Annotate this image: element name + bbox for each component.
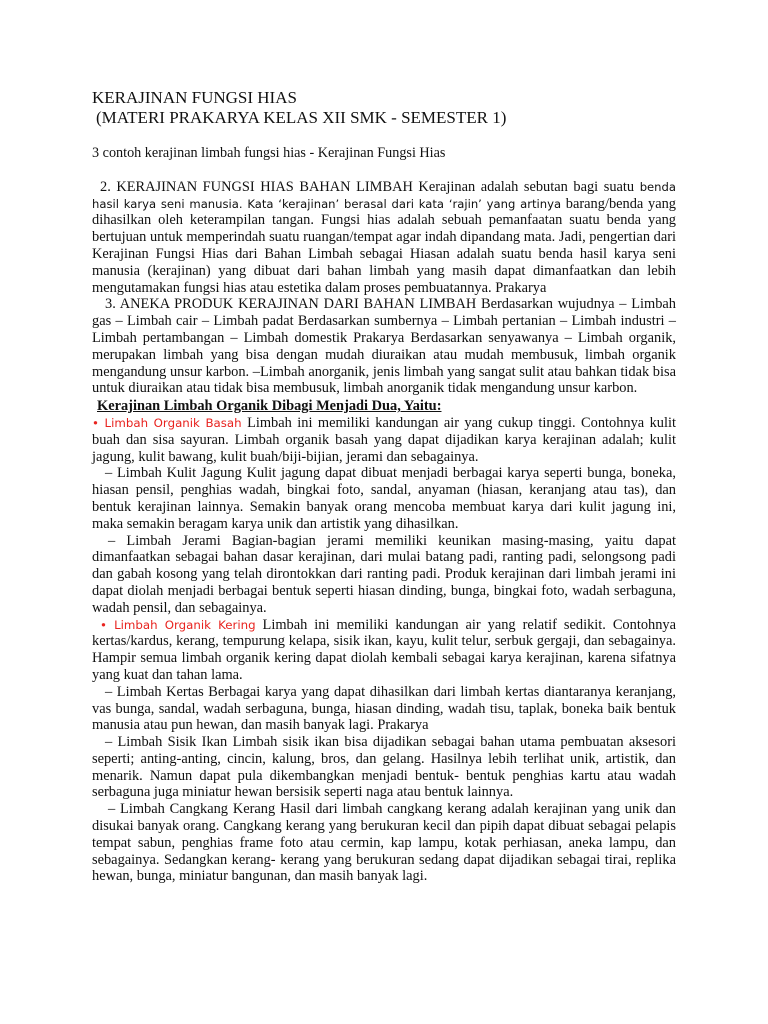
title-line-1: KERAJINAN FUNGSI HIAS (92, 88, 297, 107)
section-2-paragraph (92, 179, 676, 297)
paper-waste-paragraph: – Limbah Kertas Berbagai karya yang dapat dihasilkan dari limbah kertas diantaranya keranjang, vas bunga, sandal, wadah serbaguna, bunga, hiasan dinding, wadah tisu, taplak, boneka baik bentuk manusia atau pun hewan, dan masih banyak lagi. Prakarya (92, 683, 676, 734)
wet-organic-paragraph (92, 415, 676, 465)
dry-organic-label: • Limbah Organik Kering (100, 617, 256, 632)
document-page (92, 88, 676, 885)
dry-organic-text: Limbah ini memiliki kandungan air yang relatif sedikit. Contohnya kertas/kardus, kerang, tempurung kelapa, sisik ikan, kayu, kulit telur, serbuk gergaji, dan sebagainya. Hampir semua limbah organik kering dapat diolah kembali sebagai karya kerajinan, karena sifatnya yang kuat dan tahan lama. (92, 616, 676, 683)
section-3-paragraph: 3. ANEKA PRODUK KERAJINAN DARI BAHAN LIMBAH Berdasarkan wujudnya – Limbah gas – Limbah cair – Limbah padat Berdasarkan sumbernya – Limbah pertanian – Limbah industri – Limbah pertambangan – Limbah domestik Prakarya Berdasarkan senyawanya – Limbah organik, merupakan limbah yang bisa dengan mudah diuraikan atau mudah membusuk, limbah organik mengandung unsur karbon. –Limbah anorganik, jenis limbah yang sangat sulit atau bahkan tidak bisa untuk diuraikan atau tidak bisa membusuk, limbah anorganik tidak mengandung unsur karbon. (92, 296, 676, 397)
section-2-lead: 2. KERAJINAN FUNGSI HIAS BAHAN LIMBAH Kerajinan adalah sebutan bagi suatu (100, 178, 635, 195)
section-2-rest: barang/benda yang dihasilkan oleh keterampilan tangan. Fungsi hias adalah sebuah pemanfaatan suatu benda yang bertujuan untuk memperindah suatu ruangan/tempat agar indah dipandang mata. Jadi, pengertian dari Kerajinan Fungsi Hias dari Bahan Limbah sebagai Hiasan adalah suatu benda hasil karya seni manusia (kerajinan) yang dibuat dari bahan limbah yang masih dapat dimanfaatkan dan lebih mengutamakan fungsi hias atau estetika dalam proses pembuatannya. Prakarya (92, 195, 676, 296)
fish-scale-paragraph: – Limbah Sisik Ikan Limbah sisik ikan bisa dijadikan sebagai bahan utama pembuatan aksesori seperti; anting-anting, cincin, kalung, bros, dan gelang. Hasilnya lebih terlihat unik, artistik, dan menarik. Namun dapat pula dikembangkan menjadi bentuk- bentuk penghias kartu atau wadah serbaguna juga miniatur hewan bersisik seperti naga atau bentuk lainnya. (92, 734, 676, 801)
corn-husk-paragraph: – Limbah Kulit Jagung Kulit jagung dapat dibuat menjadi berbagai karya seperti bunga, boneka, hiasan pensil, penghias wadah, bingkai foto, sandal, anyaman (hiasan, keranjang atau tas), dan bentuk kerajinan lainnya. Semakin banyak orang mencoba membuat karya dari kulit jagung ini, maka semakin beragam karya unik dan artistik yang dihasilkan. (92, 465, 676, 532)
straw-paragraph: – Limbah Jerami Bagian-bagian jerami memiliki keunikan masing-masing, yaitu dapat dimanfaatkan sebagai bahan dasar kerajinan, dari mulai batang padi, ranting padi, selongsong padi dan gabah kosong yang telah dirontokkan dari ranting padi. Produk kerajinan dari limbah jerami ini dapat diolah menjadi berbagai bentuk seperti hiasan dinding, bunga, bingkai foto, wadah serbaguna, wadah pensil, dan sebagainya. (92, 532, 676, 616)
section-2-sans-line: benda hasil karya seni manusia. Kata ‘kerajinan’ berasal dari kata ‘rajin’ yang artinya (92, 179, 676, 211)
title-line-2: (MATERI PRAKARYA KELAS XII SMK - SEMESTER 1) (96, 108, 507, 127)
organic-waste-heading: Kerajinan Limbah Organik Dibagi Menjadi Dua, Yaitu: (97, 398, 442, 415)
shell-paragraph: – Limbah Cangkang Kerang Hasil dari limbah cangkang kerang adalah kerajinan yang unik dan disukai banyak orang. Cangkang kerang yang berukuran kecil dan pipih dapat dibuat sebagai pelapis tempat sabun, penghias frame foto atau cermin, kap lampu, kotak perhiasan, aneka lampu, dan sebagainya. Sedangkan kerang- kerang yang berukuran sedang dapat dijadikan sebagai tirai, replika hewan, bunga, miniatur bangunan, dan masih banyak lagi. (92, 801, 676, 885)
wet-organic-label: • Limbah Organik Basah (92, 415, 242, 430)
dry-organic-paragraph (92, 617, 676, 684)
document-title (92, 88, 676, 128)
wet-organic-text: Limbah ini memiliki kandungan air yang cukup tinggi. Contohnya kulit buah dan sisa sayuran. Limbah organik basah yang dapat dijadikan karya kerajinan adalah; kulit jagung, kulit bawang, kulit buah/biji-bijian, jerami dan sebagainya. (92, 414, 676, 465)
intro-line: 3 contoh kerajinan limbah fungsi hias - Kerajinan Fungsi Hias (92, 145, 446, 161)
